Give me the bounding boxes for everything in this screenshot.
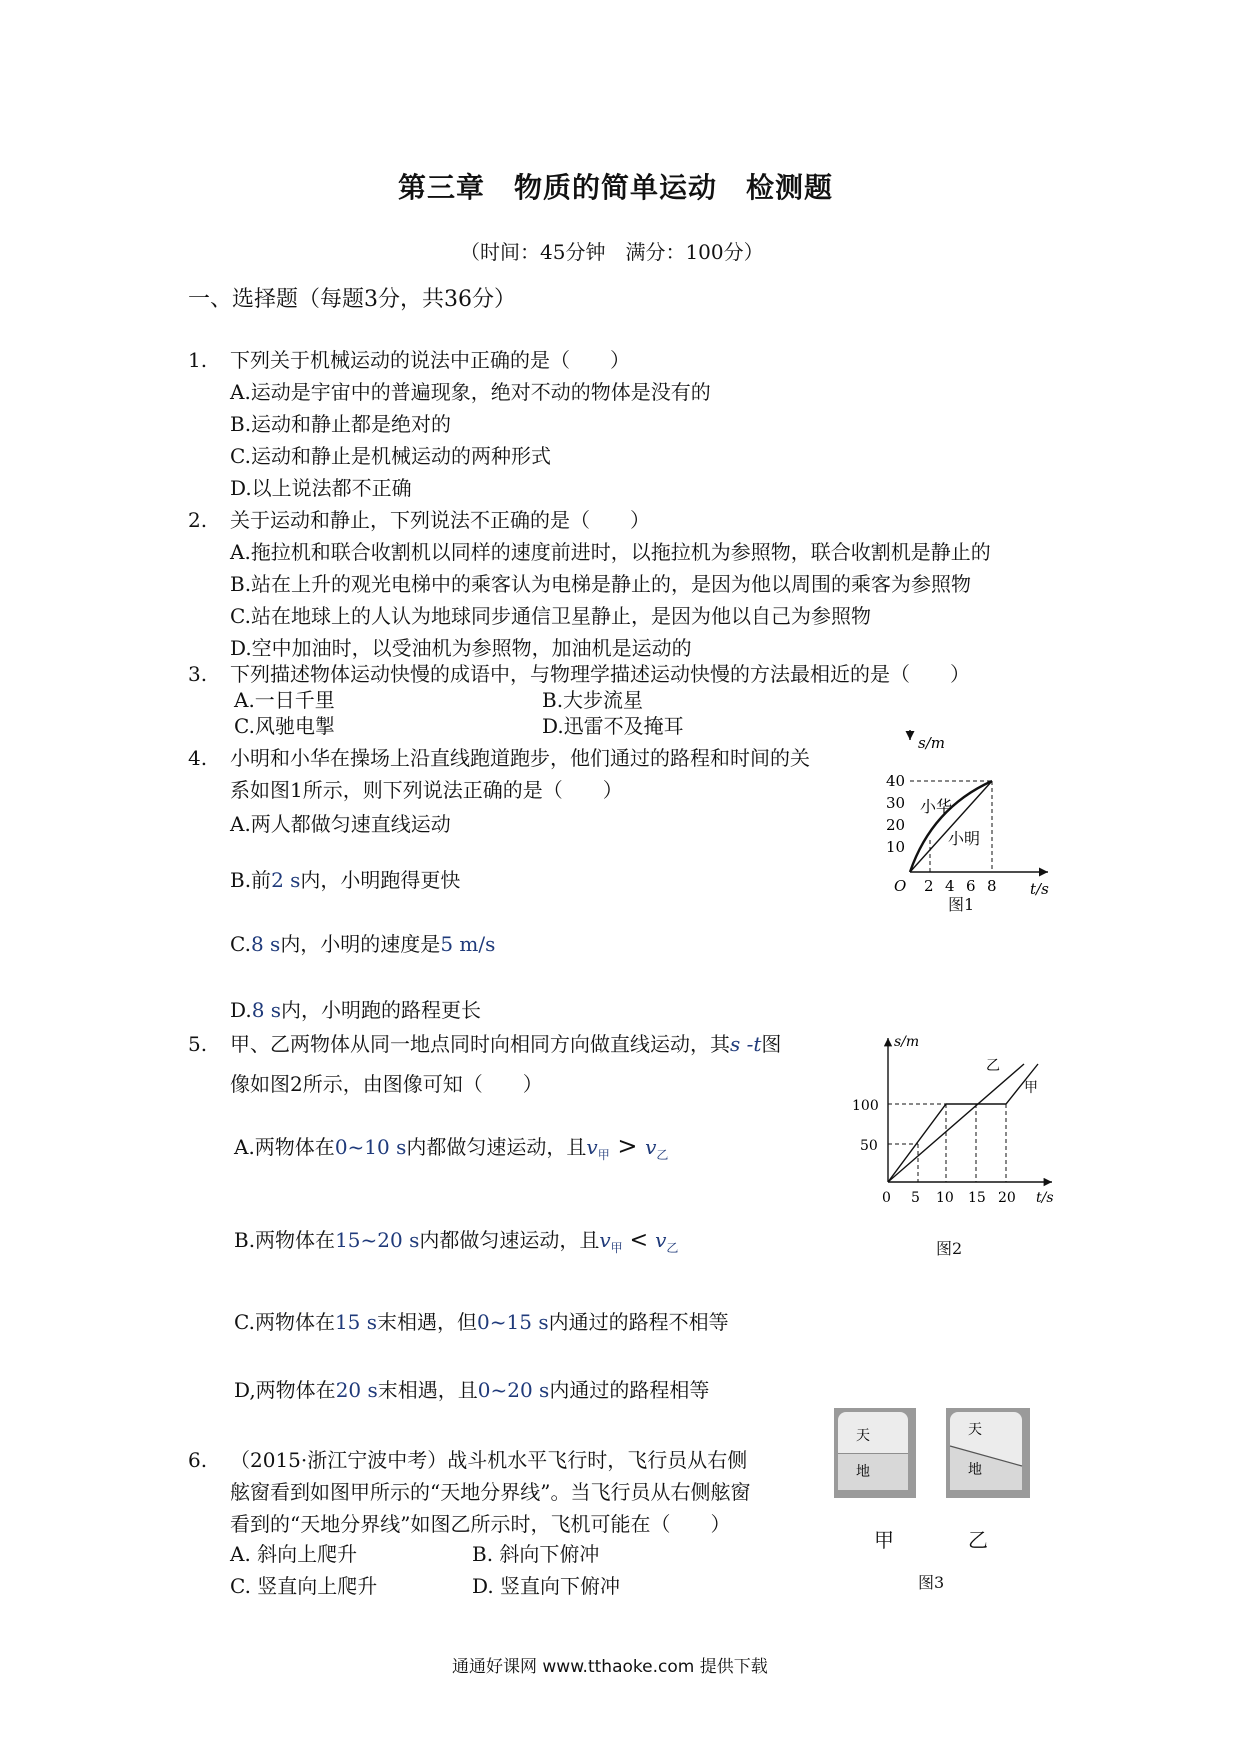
time-value: 15 s (334, 1310, 378, 1334)
question-5-number: 5. (188, 1032, 208, 1056)
option-text: A.两物体在 (234, 1135, 335, 1159)
question-6-option-c: C. 竖直向上爬升 (230, 1574, 378, 1598)
question-4-stem-line2: 系如图1所示，则下列说法正确的是（ ） (230, 778, 623, 802)
time-range: 0~20 s (477, 1378, 550, 1402)
question-4-stem-line1: 小明和小华在操场上沿直线跑道跑步，他们通过的路程和时间的关 (230, 746, 810, 770)
option-text: C.两物体在 (234, 1310, 335, 1334)
window-yi (946, 1408, 1030, 1498)
x-axis-label: t/s (1030, 880, 1049, 898)
question-4-option-b (230, 866, 460, 894)
page-title: 第三章 物质的简单运动 检测题 (398, 171, 834, 204)
page-subtitle: （时间：45分钟 满分：100分） (460, 240, 764, 264)
sky-label: 天 (968, 1422, 982, 1438)
question-3-number: 3. (188, 662, 208, 686)
speed-value: 5 m/s (440, 932, 496, 956)
question-2-number: 2. (188, 508, 208, 532)
xiaoming-label: 小明 (948, 829, 981, 848)
question-6-stem-line3: 看到的“天地分界线”如图乙所示时，飞机可能在（ ） (230, 1512, 731, 1536)
y-tick-label: 20 (886, 816, 906, 834)
option-text: 内通过的路程不相等 (548, 1310, 729, 1334)
time-range: 0~15 s (477, 1310, 549, 1334)
x-tick-label: 0 (882, 1190, 891, 1206)
question-4-option-d (230, 996, 481, 1024)
question-2-option-c: C.站在地球上的人认为地球同步通信卫星静止，是因为他以自己为参照物 (230, 604, 871, 628)
time-value: 2 s (271, 868, 301, 892)
velocity-subscript: 甲 (610, 1241, 623, 1255)
question-4-number: 4. (188, 746, 208, 770)
window-jia (834, 1408, 916, 1498)
question-6-stem-line1: （2015·浙江宁波中考）战斗机水平飞行时，飞行员从右侧 (230, 1448, 748, 1472)
y-tick-label: 100 (852, 1098, 879, 1114)
x-tick-label: 15 (968, 1190, 986, 1206)
time-range: 0~10 s (334, 1135, 407, 1159)
velocity-symbol: v (599, 1228, 611, 1252)
question-2-stem: 关于运动和静止，下列说法不正确的是（ ） (230, 508, 650, 532)
question-4-option-a: A.两人都做匀速直线运动 (230, 812, 451, 836)
sky-label: 天 (856, 1428, 870, 1444)
yi-line (888, 1064, 1024, 1182)
y-tick-label: 50 (860, 1138, 878, 1154)
figure-3-label-yi: 乙 (968, 1528, 988, 1552)
question-3-option-a: A.一日千里 (234, 688, 335, 712)
velocity-subscript: 乙 (656, 1148, 669, 1162)
question-5-option-d (234, 1376, 709, 1404)
question-5-stem-line1 (230, 1030, 781, 1058)
figure-2-chart (846, 1030, 1066, 1210)
origin-label: O (894, 877, 907, 895)
time-value: 8 s (251, 998, 282, 1022)
stem-text: 图 (761, 1032, 782, 1056)
velocity-subscript: 甲 (597, 1148, 610, 1162)
question-5-option-a (234, 1132, 668, 1169)
question-5-option-b (234, 1226, 678, 1262)
option-text: 末相遇，且 (377, 1378, 478, 1402)
comparison-operator: < (622, 1228, 656, 1253)
option-d-prefix: D. (230, 998, 252, 1022)
yi-label: 乙 (986, 1058, 1000, 1074)
y-tick-label: 40 (886, 772, 906, 790)
x-axis-label: t/s (1036, 1190, 1054, 1206)
stem-text: 甲、乙两物体从同一地点同时向相同方向做直线运动，其 (230, 1032, 730, 1056)
question-1-option-c: C.运动和静止是机械运动的两种形式 (230, 444, 551, 468)
figure-3-caption: 图3 (918, 1573, 945, 1592)
xiaohua-label: 小华 (920, 797, 953, 816)
figure-3-windows (834, 1408, 1034, 1518)
time-value: 8 s (250, 932, 281, 956)
time-range: 15~20 s (335, 1228, 420, 1252)
comparison-operator: > (609, 1132, 646, 1160)
question-6-option-b: B. 斜向下俯冲 (472, 1542, 600, 1566)
question-5-stem-line2: 像如图2所示，由图像可知（ ） (230, 1072, 543, 1096)
question-1-option-a: A.运动是宇宙中的普遍现象，绝对不动的物体是没有的 (230, 380, 711, 404)
x-tick-label: 10 (936, 1190, 954, 1206)
velocity-symbol: v (655, 1228, 667, 1252)
question-2-option-a: A.拖拉机和联合收割机以同样的速度前进时，以拖拉机为参照物，联合收割机是静止的 (230, 540, 991, 564)
xiaoming-line (910, 781, 992, 872)
option-text: 内通过的路程相等 (549, 1378, 710, 1402)
question-3-option-c: C.风驰电掣 (234, 714, 335, 738)
question-3-stem: 下列描述物体运动快慢的成语中，与物理学描述运动快慢的方法最相近的是（ ） (230, 662, 970, 686)
velocity-subscript: 乙 (666, 1241, 679, 1255)
question-4-option-c (230, 930, 495, 958)
option-text: 内都做匀速运动，且 (419, 1228, 600, 1252)
question-3-option-d: D.迅雷不及掩耳 (542, 714, 684, 738)
question-1-option-d: D.以上说法都不正确 (230, 476, 412, 500)
velocity-symbol: v (586, 1135, 598, 1159)
question-6-number: 6. (188, 1448, 208, 1472)
option-c-middle: 内，小明的速度是 (280, 932, 441, 956)
figure-3-label-jia: 甲 (874, 1528, 894, 1552)
page-footer: 通通好课网 www.tthaoke.com 提供下载 (452, 1657, 768, 1677)
option-text: B.两物体在 (234, 1228, 336, 1252)
ground-label: 地 (968, 1462, 982, 1478)
ground-label: 地 (856, 1464, 870, 1480)
option-text: D,两物体在 (234, 1378, 336, 1402)
jia-label: 甲 (1024, 1080, 1038, 1096)
question-2-option-d: D.空中加油时，以受油机为参照物，加油机是运动的 (230, 636, 692, 660)
option-b-prefix: B.前 (230, 868, 272, 892)
question-6-stem-line2: 舷窗看到如图甲所示的“天地分界线”。当飞行员从右侧舷窗 (230, 1480, 751, 1504)
velocity-symbol: v (645, 1135, 657, 1159)
option-b-suffix: 内，小明跑得更快 (300, 868, 461, 892)
question-3-option-b: B.大步流星 (542, 688, 644, 712)
x-tick-label: 6 (966, 877, 976, 895)
option-text: 末相遇，但 (377, 1310, 478, 1334)
option-c-prefix: C. (230, 932, 251, 956)
time-value: 20 s (335, 1378, 378, 1402)
jia-line (888, 1064, 1038, 1182)
y-axis-label: s/m (894, 1034, 920, 1050)
x-tick-label: 5 (911, 1190, 920, 1206)
figure-1-caption: 图1 (948, 895, 975, 914)
question-1-number: 1. (188, 348, 208, 372)
y-axis-label: s/m (918, 734, 945, 752)
question-1-option-b: B.运动和静止都是绝对的 (230, 412, 452, 436)
question-1-stem: 下列关于机械运动的说法中正确的是（ ） (230, 348, 630, 372)
x-tick-label: 20 (998, 1190, 1016, 1206)
option-d-suffix: 内，小明跑的路程更长 (281, 998, 482, 1022)
figure-2-caption: 图2 (936, 1239, 963, 1258)
option-text: 内都做匀速运动，且 (406, 1135, 587, 1159)
question-5-option-c (234, 1308, 729, 1336)
x-tick-label: 2 (924, 877, 934, 895)
question-6-option-d: D. 竖直向下俯冲 (472, 1574, 621, 1598)
x-tick-label: 8 (987, 877, 997, 895)
stem-variable: s -t (730, 1032, 762, 1056)
y-tick-label: 30 (886, 794, 906, 812)
y-tick-label: 10 (886, 838, 906, 856)
section-heading: 一、选择题（每题3分，共36分） (188, 287, 516, 312)
question-6-option-a: A. 斜向上爬升 (230, 1542, 358, 1566)
x-tick-label: 4 (945, 877, 955, 895)
question-2-option-b: B.站在上升的观光电梯中的乘客认为电梯是静止的，是因为他以周围的乘客为参照物 (230, 572, 972, 596)
